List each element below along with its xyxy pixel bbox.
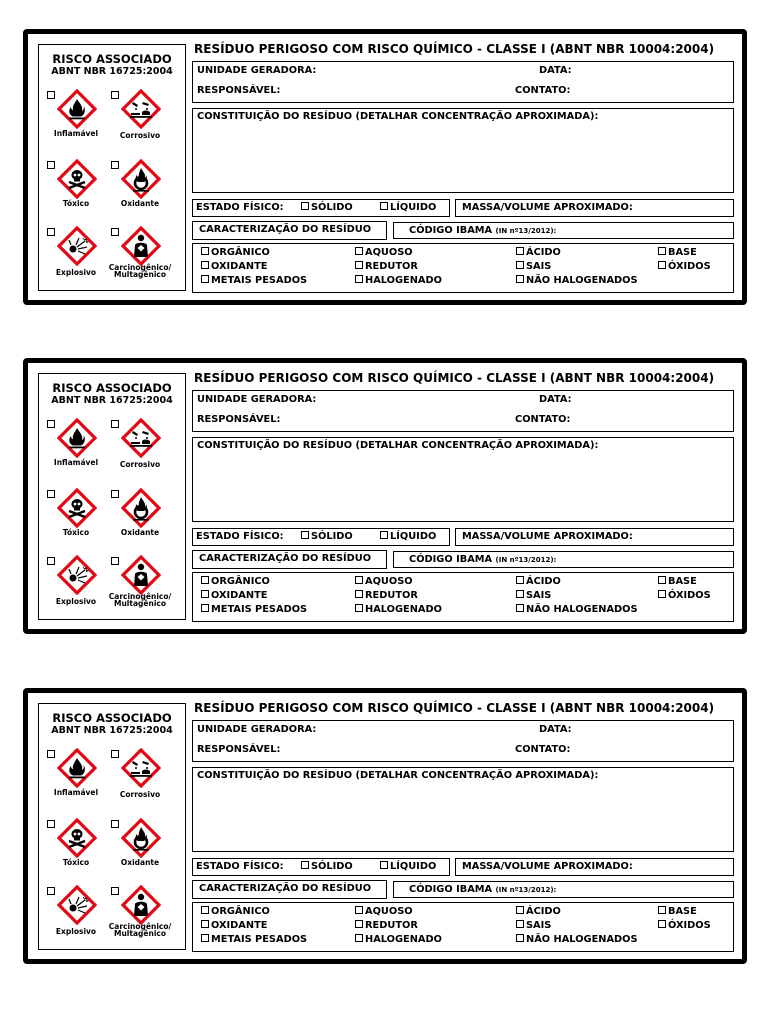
- checkbox[interactable]: [201, 920, 209, 928]
- label-title: RESÍDUO PERIGOSO COM RISCO QUÍMICO - CLASSE I (ABNT NBR 10004:2004): [194, 371, 715, 385]
- hazard-checkbox[interactable]: [47, 820, 55, 828]
- hazard-checkbox[interactable]: [111, 820, 119, 828]
- checkbox[interactable]: [301, 202, 309, 210]
- hazard-explosivo: [41, 882, 111, 944]
- checkbox[interactable]: [355, 934, 363, 942]
- waste-label-2: [23, 358, 747, 634]
- codigo-label: CÓDIGO IBAMA (IN nº13/2012):: [409, 225, 557, 236]
- hazard-checkbox[interactable]: [47, 91, 55, 99]
- hazard-checkbox[interactable]: [111, 490, 119, 498]
- checkbox[interactable]: [201, 604, 209, 612]
- checkbox[interactable]: [658, 920, 666, 928]
- constituicao-label: CONSTITUIÇÃO DO RESÍDUO (DETALHAR CONCENTRAÇÃO APROXIMADA):: [197, 770, 599, 781]
- metais-option[interactable]: METAIS PESADOS: [201, 275, 307, 286]
- checkbox[interactable]: [516, 906, 524, 914]
- generator-box: [192, 61, 734, 103]
- responsavel-field[interactable]: RESPONSÁVEL:: [197, 85, 281, 96]
- estado-box: [192, 528, 450, 546]
- checkbox[interactable]: [355, 275, 363, 283]
- estado-label: ESTADO FÍSICO:: [196, 861, 284, 872]
- constituicao-label: CONSTITUIÇÃO DO RESÍDUO (DETALHAR CONCENTRAÇÃO APROXIMADA):: [197, 111, 599, 122]
- checkbox[interactable]: [516, 604, 524, 612]
- unidade-field[interactable]: UNIDADE GERADORA:: [197, 724, 317, 735]
- hazard-checkbox[interactable]: [111, 228, 119, 236]
- flame-over-circle-icon: [121, 159, 161, 199]
- hazard-explosivo: [41, 223, 111, 285]
- contato-field[interactable]: CONTATO:: [515, 85, 571, 96]
- hazard-label: Corrosivo: [119, 790, 161, 799]
- checkbox[interactable]: [516, 920, 524, 928]
- hazard-inflamavel: [41, 86, 111, 148]
- checkbox[interactable]: [516, 576, 524, 584]
- solido-option[interactable]: SÓLIDO: [301, 202, 353, 213]
- generator-box: [192, 390, 734, 432]
- checkbox[interactable]: [516, 261, 524, 269]
- checkbox[interactable]: [658, 247, 666, 255]
- hazard-checkbox[interactable]: [47, 557, 55, 565]
- health-hazard-icon: [121, 885, 161, 925]
- hazard-explosivo: [41, 552, 111, 614]
- organico-option[interactable]: ORGÂNICO: [201, 906, 270, 917]
- hazard-oxidante: [105, 485, 175, 547]
- risk-panel-title: RISCO ASSOCIADO: [52, 52, 172, 66]
- risk-panel-subtitle: ABNT NBR 16725:2004: [51, 66, 173, 77]
- risk-panel: [38, 703, 186, 950]
- hazard-label: Corrosivo: [119, 460, 161, 469]
- solido-option[interactable]: SÓLIDO: [301, 861, 353, 872]
- checkbox[interactable]: [380, 202, 388, 210]
- health-hazard-icon: [121, 555, 161, 595]
- acido-option[interactable]: ÁCIDO: [516, 576, 561, 587]
- oxidos-option[interactable]: ÓXIDOS: [658, 590, 711, 601]
- hazard-label: Carcinogênico/: [108, 922, 172, 931]
- hazard-checkbox[interactable]: [111, 420, 119, 428]
- unidade-field[interactable]: UNIDADE GERADORA:: [197, 394, 317, 405]
- massa-box[interactable]: [455, 858, 734, 876]
- aquoso-option[interactable]: AQUOSO: [355, 247, 413, 258]
- contato-field[interactable]: CONTATO:: [515, 744, 571, 755]
- checkbox[interactable]: [301, 531, 309, 539]
- constituicao-box[interactable]: [192, 767, 734, 852]
- checkbox[interactable]: [201, 934, 209, 942]
- caracterizacao-box: [192, 880, 387, 899]
- caracterizacao-label: CARACTERIZAÇÃO DO RESÍDUO: [199, 553, 372, 564]
- flame-over-circle-icon: [121, 818, 161, 858]
- oxidante-option[interactable]: OXIDANTE: [201, 261, 267, 272]
- checkbox[interactable]: [201, 906, 209, 914]
- checkbox[interactable]: [516, 590, 524, 598]
- hazard-toxico: [41, 485, 111, 547]
- hazard-label-2: Multagênico: [114, 599, 166, 608]
- codigo-box[interactable]: [393, 551, 734, 568]
- checkbox[interactable]: [355, 920, 363, 928]
- metais-option[interactable]: METAIS PESADOS: [201, 604, 307, 615]
- sais-option[interactable]: SAIS: [516, 590, 551, 601]
- hazard-toxico: [41, 156, 111, 218]
- flame-icon: [57, 89, 97, 129]
- risk-panel: [38, 44, 186, 291]
- metais-option[interactable]: METAIS PESADOS: [201, 934, 307, 945]
- constituicao-label: CONSTITUIÇÃO DO RESÍDUO (DETALHAR CONCENTRAÇÃO APROXIMADA):: [197, 440, 599, 451]
- oxidos-option[interactable]: ÓXIDOS: [658, 920, 711, 931]
- codigo-label: CÓDIGO IBAMA (IN nº13/2012):: [409, 554, 557, 565]
- checkbox[interactable]: [355, 906, 363, 914]
- caracterizacao-box: [192, 221, 387, 240]
- flame-icon: [57, 418, 97, 458]
- hazard-carcinogenico: [105, 223, 175, 285]
- halogenado-option[interactable]: HALOGENADO: [355, 604, 442, 615]
- risk-panel-title: RISCO ASSOCIADO: [52, 381, 172, 395]
- redutor-option[interactable]: REDUTOR: [355, 590, 418, 601]
- codigo-label: CÓDIGO IBAMA (IN nº13/2012):: [409, 884, 557, 895]
- constituicao-box[interactable]: [192, 437, 734, 522]
- caracterizacao-label: CARACTERIZAÇÃO DO RESÍDUO: [199, 883, 372, 894]
- hazard-label: Tóxico: [62, 528, 90, 537]
- oxidante-option[interactable]: OXIDANTE: [201, 920, 267, 931]
- skull-crossbones-icon: [57, 818, 97, 858]
- options-box: [192, 902, 734, 952]
- hazard-label: Inflamável: [53, 129, 99, 138]
- checkbox[interactable]: [658, 576, 666, 584]
- organico-option[interactable]: ORGÂNICO: [201, 576, 270, 587]
- checkbox[interactable]: [658, 906, 666, 914]
- options-box: [192, 572, 734, 622]
- oxidante-option[interactable]: OXIDANTE: [201, 590, 267, 601]
- sais-option[interactable]: SAIS: [516, 920, 551, 931]
- risk-panel-subtitle: ABNT NBR 16725:2004: [51, 395, 173, 406]
- halogenado-option[interactable]: HALOGENADO: [355, 275, 442, 286]
- skull-crossbones-icon: [57, 488, 97, 528]
- waste-label-1: [23, 29, 747, 305]
- checkbox[interactable]: [201, 247, 209, 255]
- hazard-corrosivo: [105, 415, 175, 477]
- checkbox[interactable]: [516, 275, 524, 283]
- hazard-checkbox[interactable]: [47, 750, 55, 758]
- flame-icon: [57, 748, 97, 788]
- massa-label: MASSA/VOLUME APROXIMADO:: [462, 861, 633, 872]
- estado-box: [192, 199, 450, 217]
- generator-box: [192, 720, 734, 762]
- skull-crossbones-icon: [57, 159, 97, 199]
- hazard-checkbox[interactable]: [111, 161, 119, 169]
- waste-label-3: [23, 688, 747, 964]
- oxidos-option[interactable]: ÓXIDOS: [658, 261, 711, 272]
- codigo-box[interactable]: [393, 881, 734, 898]
- hazard-label: Oxidante: [120, 199, 160, 208]
- checkbox[interactable]: [516, 934, 524, 942]
- halogenado-option[interactable]: HALOGENADO: [355, 934, 442, 945]
- hazard-corrosivo: [105, 745, 175, 807]
- hazard-checkbox[interactable]: [47, 161, 55, 169]
- unidade-field[interactable]: UNIDADE GERADORA:: [197, 65, 317, 76]
- checkbox[interactable]: [355, 590, 363, 598]
- checkbox[interactable]: [201, 590, 209, 598]
- organico-option[interactable]: ORGÂNICO: [201, 247, 270, 258]
- checkbox[interactable]: [380, 531, 388, 539]
- checkbox[interactable]: [516, 247, 524, 255]
- hazard-label: Oxidante: [120, 858, 160, 867]
- checkbox[interactable]: [355, 604, 363, 612]
- checkbox[interactable]: [658, 590, 666, 598]
- corrosion-icon: [121, 748, 161, 788]
- acido-option[interactable]: ÁCIDO: [516, 906, 561, 917]
- nao-halogenados-option[interactable]: NÃO HALOGENADOS: [516, 934, 638, 945]
- hazard-checkbox[interactable]: [47, 887, 55, 895]
- hazard-label-2: Multagênico: [114, 270, 166, 279]
- risk-panel-subtitle: ABNT NBR 16725:2004: [51, 725, 173, 736]
- data-field[interactable]: DATA:: [539, 65, 572, 76]
- hazard-label: Carcinogênico/: [108, 592, 172, 601]
- label-title: RESÍDUO PERIGOSO COM RISCO QUÍMICO - CLASSE I (ABNT NBR 10004:2004): [194, 701, 715, 715]
- solido-option[interactable]: SÓLIDO: [301, 531, 353, 542]
- health-hazard-icon: [121, 226, 161, 266]
- hazard-label: Explosivo: [55, 927, 97, 936]
- nao-halogenados-option[interactable]: NÃO HALOGENADOS: [516, 275, 638, 286]
- checkbox[interactable]: [355, 247, 363, 255]
- corrosion-icon: [121, 89, 161, 129]
- constituicao-box[interactable]: [192, 108, 734, 193]
- hazard-label: Carcinogênico/: [108, 263, 172, 272]
- hazard-oxidante: [105, 815, 175, 877]
- hazard-label: Tóxico: [62, 858, 90, 867]
- aquoso-option[interactable]: AQUOSO: [355, 906, 413, 917]
- liquido-option[interactable]: LÍQUIDO: [380, 861, 436, 872]
- responsavel-field[interactable]: RESPONSÁVEL:: [197, 414, 281, 425]
- redutor-option[interactable]: REDUTOR: [355, 920, 418, 931]
- hazard-label-2: Multagênico: [114, 929, 166, 938]
- codigo-box[interactable]: [393, 222, 734, 239]
- massa-label: MASSA/VOLUME APROXIMADO:: [462, 531, 633, 542]
- checkbox[interactable]: [380, 861, 388, 869]
- base-option[interactable]: BASE: [658, 576, 697, 587]
- exploding-bomb-icon: [57, 226, 97, 266]
- hazard-checkbox[interactable]: [47, 228, 55, 236]
- caracterizacao-label: CARACTERIZAÇÃO DO RESÍDUO: [199, 224, 372, 235]
- base-option[interactable]: BASE: [658, 247, 697, 258]
- liquido-option[interactable]: LÍQUIDO: [380, 202, 436, 213]
- massa-box[interactable]: [455, 528, 734, 546]
- contato-field[interactable]: CONTATO:: [515, 414, 571, 425]
- hazard-inflamavel: [41, 415, 111, 477]
- liquido-option[interactable]: LÍQUIDO: [380, 531, 436, 542]
- estado-label: ESTADO FÍSICO:: [196, 202, 284, 213]
- caracterizacao-box: [192, 550, 387, 569]
- exploding-bomb-icon: [57, 885, 97, 925]
- hazard-label: Tóxico: [62, 199, 90, 208]
- hazard-carcinogenico: [105, 552, 175, 614]
- hazard-carcinogenico: [105, 882, 175, 944]
- hazard-label: Inflamável: [53, 458, 99, 467]
- hazard-corrosivo: [105, 86, 175, 148]
- hazard-inflamavel: [41, 745, 111, 807]
- hazard-checkbox[interactable]: [47, 490, 55, 498]
- hazard-checkbox[interactable]: [111, 750, 119, 758]
- hazard-checkbox[interactable]: [111, 91, 119, 99]
- nao-halogenados-option[interactable]: NÃO HALOGENADOS: [516, 604, 638, 615]
- checkbox[interactable]: [201, 576, 209, 584]
- flame-over-circle-icon: [121, 488, 161, 528]
- checkbox[interactable]: [301, 861, 309, 869]
- options-box: [192, 243, 734, 293]
- aquoso-option[interactable]: AQUOSO: [355, 576, 413, 587]
- checkbox[interactable]: [658, 261, 666, 269]
- massa-label: MASSA/VOLUME APROXIMADO:: [462, 202, 633, 213]
- hazard-checkbox[interactable]: [111, 887, 119, 895]
- label-title: RESÍDUO PERIGOSO COM RISCO QUÍMICO - CLASSE I (ABNT NBR 10004:2004): [194, 42, 715, 56]
- responsavel-field[interactable]: RESPONSÁVEL:: [197, 744, 281, 755]
- checkbox[interactable]: [355, 576, 363, 584]
- base-option[interactable]: BASE: [658, 906, 697, 917]
- hazard-label: Inflamável: [53, 788, 99, 797]
- hazard-oxidante: [105, 156, 175, 218]
- estado-label: ESTADO FÍSICO:: [196, 531, 284, 542]
- hazard-label: Explosivo: [55, 268, 97, 277]
- hazard-toxico: [41, 815, 111, 877]
- hazard-label: Explosivo: [55, 597, 97, 606]
- sais-option[interactable]: SAIS: [516, 261, 551, 272]
- checkbox[interactable]: [201, 261, 209, 269]
- redutor-option[interactable]: REDUTOR: [355, 261, 418, 272]
- acido-option[interactable]: ÁCIDO: [516, 247, 561, 258]
- hazard-label: Corrosivo: [119, 131, 161, 140]
- checkbox[interactable]: [355, 261, 363, 269]
- hazard-checkbox[interactable]: [111, 557, 119, 565]
- exploding-bomb-icon: [57, 555, 97, 595]
- corrosion-icon: [121, 418, 161, 458]
- data-field[interactable]: DATA:: [539, 724, 572, 735]
- checkbox[interactable]: [201, 275, 209, 283]
- risk-panel: [38, 373, 186, 620]
- hazard-checkbox[interactable]: [47, 420, 55, 428]
- massa-box[interactable]: [455, 199, 734, 217]
- hazard-label: Oxidante: [120, 528, 160, 537]
- risk-panel-title: RISCO ASSOCIADO: [52, 711, 172, 725]
- data-field[interactable]: DATA:: [539, 394, 572, 405]
- estado-box: [192, 858, 450, 876]
